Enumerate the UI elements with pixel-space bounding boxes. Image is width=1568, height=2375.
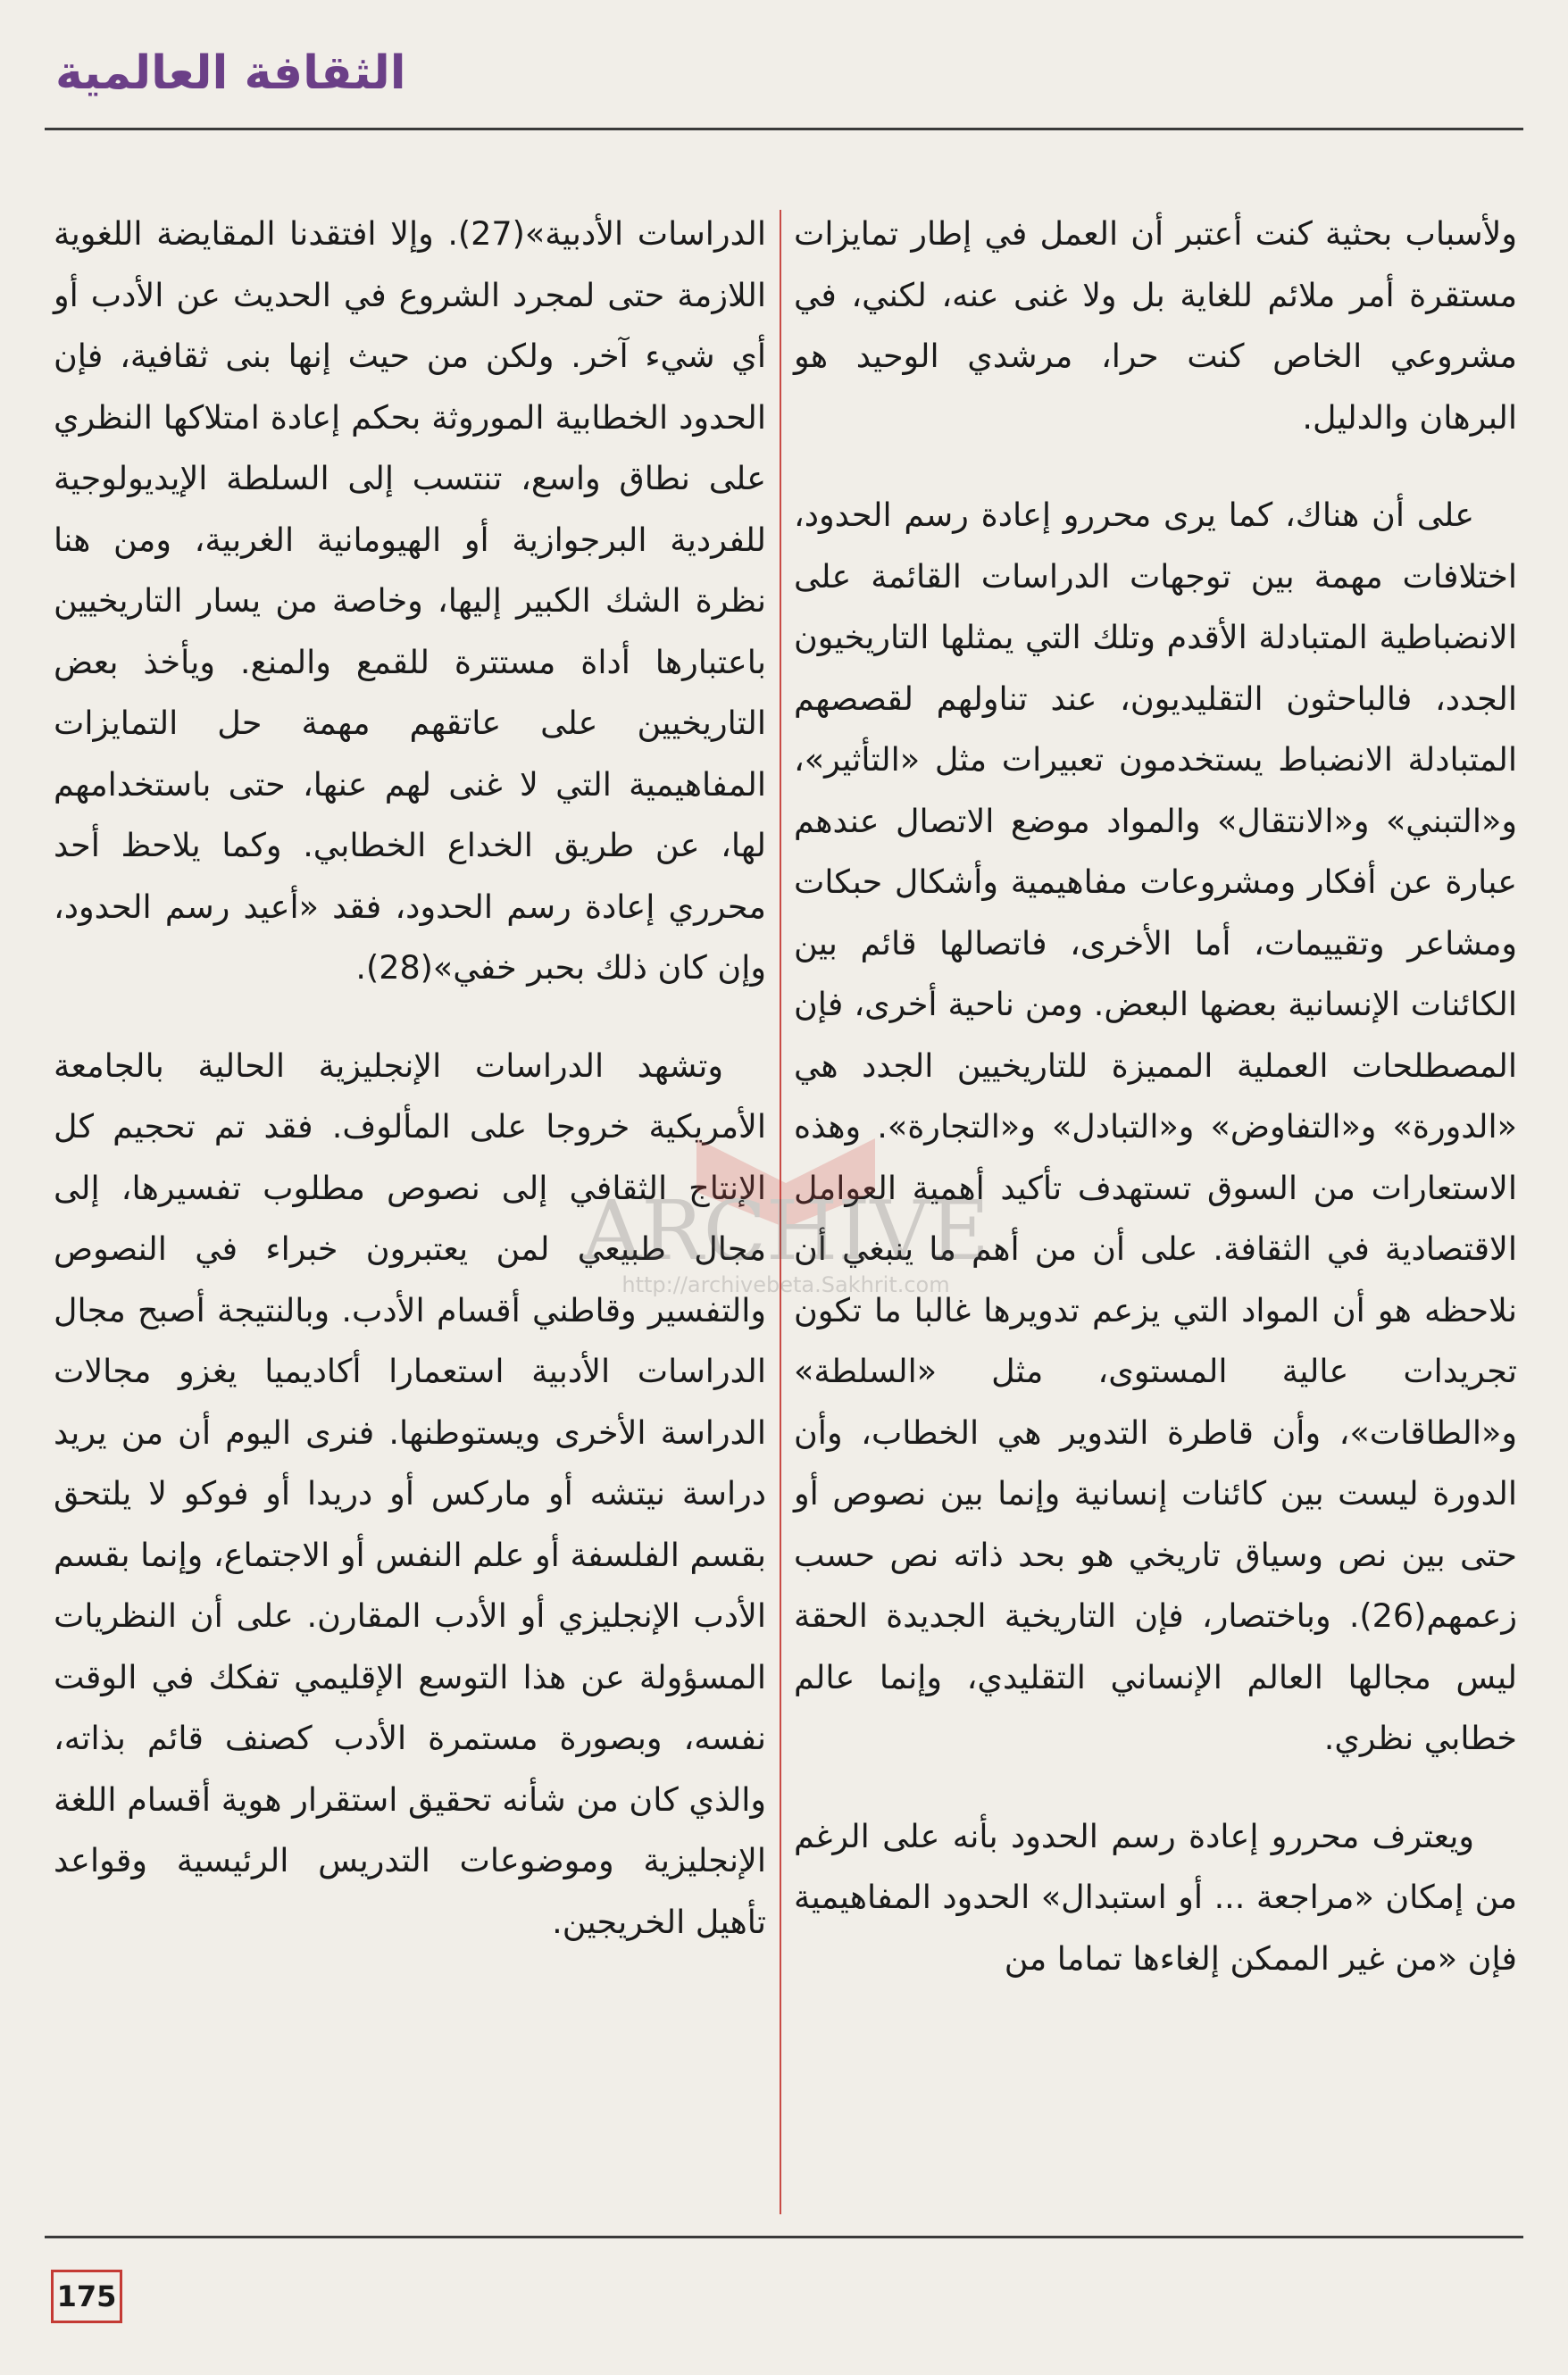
paragraph: الدراسات الأدبية»(27). وإلا افتقدنا المقايضة اللغوية اللازمة حتى لمجرد الشروع في الحديث عن الأدب أو أي شيء آخر. ولكن من حيث إنها بنى ثقافية، فإن الحدود الخطابية الموروثة بحكم إعادة امتلاكها النظري على نطاق واسع، تنتسب إلى السلطة الإيديولوجية للفردية البرجوازية أو الهيومانية الغربية، ومن هنا نظرة الشك الكبير إليها، وخاصة من يسار التاريخيين باعتبارها أداة مستترة للقمع والمنع. ويأخذ بعض التاريخيين على عاتقهم مهمة حل التمايزات المفاهيمية التي لا غنى لهم عنها، حتى باستخدامهم لها، عن طريق الخداع الخطابي. وكما يلاحظ أحد محرري إعادة رسم الحدود، فقد «أعيد رسم الحدود، وإن كان ذلك بحبر خفي»(28). <box>54 214 766 987</box>
header-rule <box>45 128 1523 130</box>
watermark-text: ARCHIVE <box>581 1183 990 1279</box>
paragraph: وتشهد الدراسات الإنجليزية الحالية بالجامعة الأمريكية خروجا على المألوف. فقد تم تحجيم كل الإنتاج الثقافي إلى نصوص مطلوب تفسيرها، إلى مجال طبيعي لمن يعتبرون خبراء في النصوص والتفسير وقاطني أقسام الأدب. وبالنتيجة أصبح مجال الدراسات الأدبية استعمارا أكاديميا يغزو مجالات الدراسة الأخرى ويستوطنها. فنرى اليوم أن من يريد دراسة نيتشه أو ماركس أو دريدا أو فوكو لا يلتحق بقسم الفلسفة أو علم النفس أو الاجتماع، وإنما بقسم الأدب الإنجليزي أو الأدب المقارن. على أن النظريات المسؤولة عن هذا التوسع الإقليمي تفكك في الوقت نفسه، وبصورة مستمرة الأدب كصنف قائم بذاته، والذي كان من شأنه تحقيق استقرار هوية أقسام اللغة الإنجليزية وموضوعات التدريس الرئيسية وقواعد تأهيل الخريجين. <box>54 1046 766 1941</box>
section-title: الثقافة العالمية <box>55 46 406 100</box>
paragraph: على أن هناك، كما يرى محررو إعادة رسم الحدود، اختلافات مهمة بين توجهات الدراسات القائمة على الانضباطية المتبادلة الأقدم وتلك التي يمثلها التاريخيون الجدد، فالباحثون التقليديون، عند تناولهم لقصصهم المتبادلة الانضباط يستخدمون تعبيرات مثل «التأثير»، و«التبني» و«الانتقال» والمواد موضع الاتصال عندهم عبارة عن أفكار ومشروعات مفاهيمية وأشكال حبكات ومشاعر وتقييمات، أما الأخرى، فاتصالها قائم بين الكائنات الإنسانية بعضها البعض. ومن ناحية أخرى، فإن المصطلحات العملية المميزة للتاريخيين الجدد هي «الدورة» و«التفاوض» و«التبادل» و«التجارة». وهذه الاستعارات من السوق تستهدف تأكيد أهمية العوامل الاقتصادية في الثقافة. على أن من أهم ما ينبغي أن نلاحظه هو أن المواد التي يزعم تدويرها غالبا ما تكون تجريدات عالية المستوى، مثل «السلطة» و«الطاقات»، وأن قاطرة التدوير هي الخطاب، وأن الدورة ليست بين كائنات إنسانية وإنما بين نصوص أو حتى بين نص وسياق تاريخي هو بحد ذاته نص حسب زعمهم(26). وباختصار، فإن التاريخية الجديدة الحقة ليس مجالها العالم الإنساني التقليدي، وإنما عالم خطابي نظري. <box>794 496 1517 1757</box>
paragraph: ولأسباب بحثية كنت أعتبر أن العمل في إطار تمايزات مستقرة أمر ملائم للغاية بل ولا غنى عنه، لكني، في مشروعي الخاص كنت حرا، مرشدي الوحيد هو البرهان والدليل. <box>794 214 1517 437</box>
left-column <box>54 204 766 1989</box>
page-number: 175 <box>51 2270 122 2323</box>
right-column <box>794 204 1517 2026</box>
watermark-url: http://archivebeta.Sakhrit.com <box>621 1272 950 1297</box>
paragraph: ويعترف محررو إعادة رسم الحدود بأنه على الرغم من إمكان «مراجعة ... أو استبدال» الحدود المفاهيمية فإن «من غير الممكن إلغاءها تماما من <box>794 1816 1517 1978</box>
footer-rule <box>45 2236 1523 2238</box>
column-divider <box>780 210 781 2214</box>
